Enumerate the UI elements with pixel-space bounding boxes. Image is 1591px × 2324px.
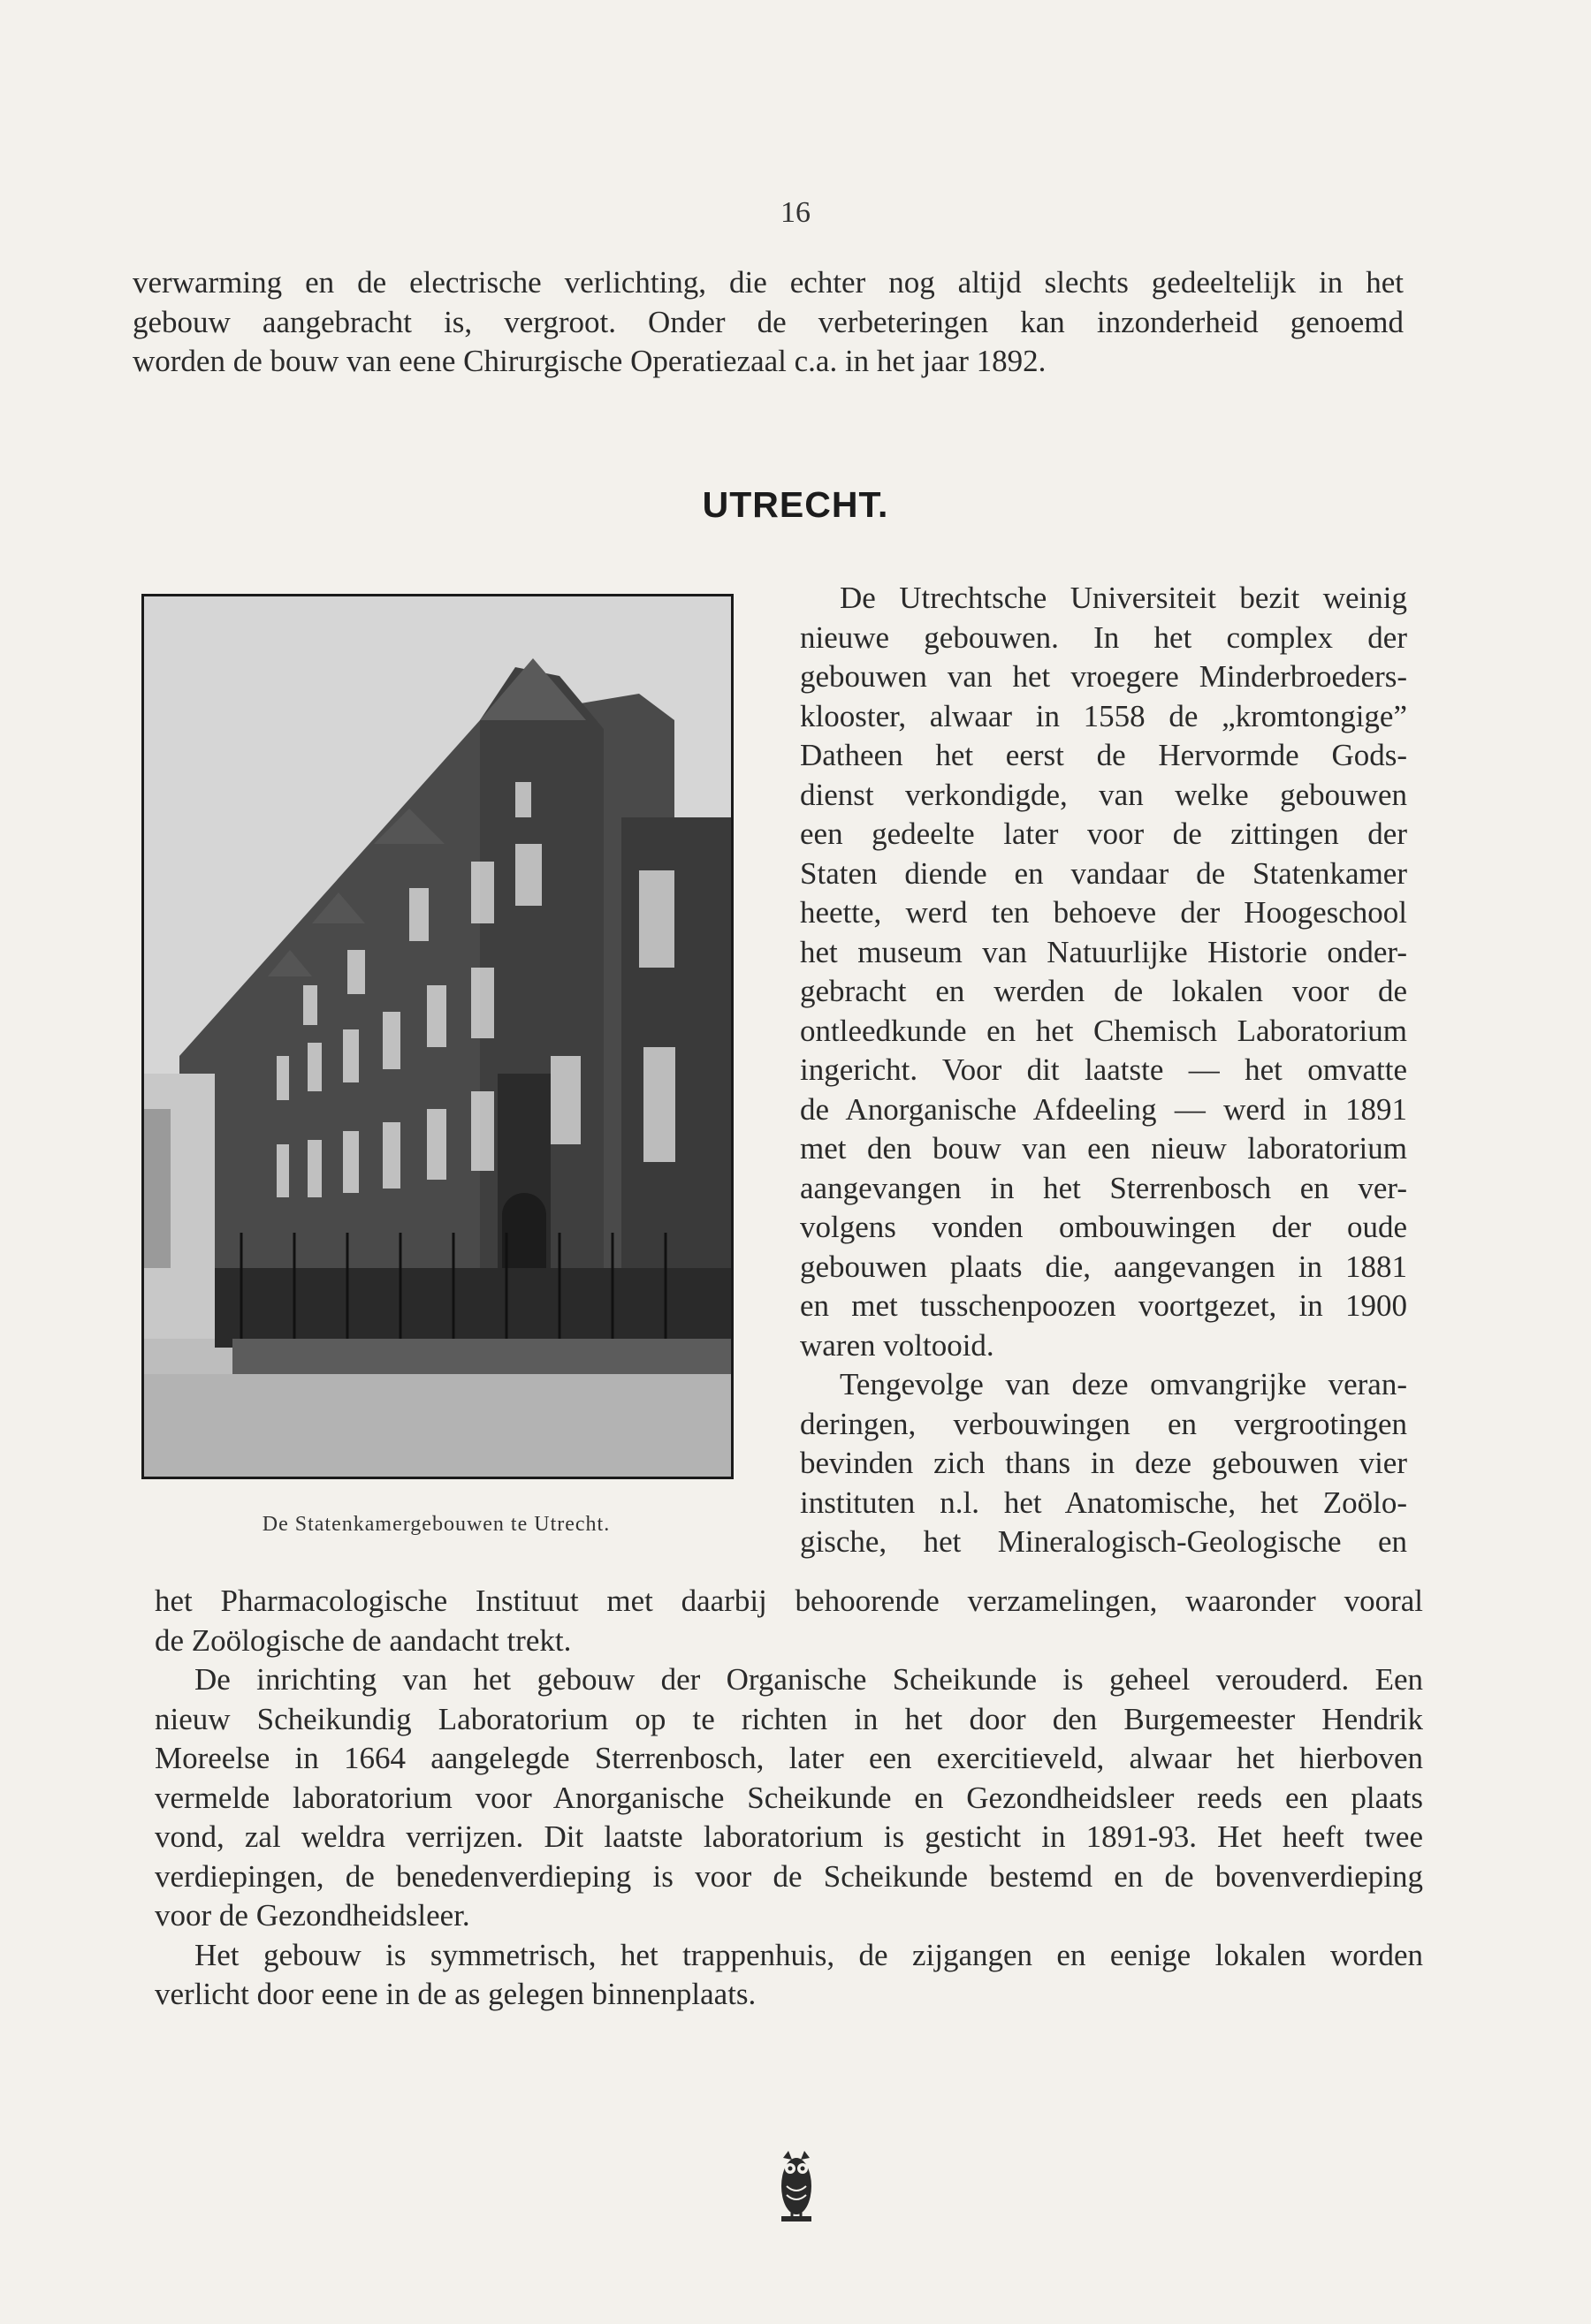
- text-line: nieuwe gebouwen. In het complex der: [800, 619, 1407, 655]
- text-line: instituten n.l. het Anatomische, het Zoölo-: [800, 1485, 1407, 1520]
- text-line: en met tusschenpoozen voortgezet, in 1900: [800, 1288, 1407, 1323]
- text-line: heette, werd ten behoeve der Hoogeschool: [800, 895, 1407, 930]
- text-line: dienst verkondigde, van welke gebouwen: [800, 777, 1407, 812]
- text-line: het museum van Natuurlijke Historie onder-: [800, 934, 1407, 969]
- text-line: gebouwen plaats die, aangevangen in 1881: [800, 1249, 1407, 1284]
- text-line: vermelde laboratorium voor Anorganische Scheikunde en Gezondheidsleer reeds een plaats: [155, 1780, 1423, 1815]
- intro-paragraph: [133, 263, 1404, 382]
- text-line: aangevangen in het Sterrenbosch en ver-: [800, 1170, 1407, 1205]
- page-number: 16: [780, 196, 811, 229]
- text-line: gebracht en werden de lokalen voor de: [800, 974, 1407, 1008]
- text-line: worden de bouw van eene Chirurgische Operatiezaal c.a. in het jaar 1892.: [133, 344, 1047, 378]
- photo-illustration: [144, 596, 731, 1477]
- text-line: ontleedkunde en het Chemisch Laboratorium: [800, 1013, 1407, 1048]
- photo-caption: De Statenkamergebouwen te Utrecht.: [262, 1513, 611, 1536]
- text-line: gebouw aangebracht is, vergroot. Onder de verbeteringen kan inzonderheid genoemd: [133, 304, 1404, 339]
- text-line: met den bouw van een nieuw laboratorium: [800, 1131, 1407, 1166]
- text-line: verdiepingen, de benedenverdieping is voor de Scheikunde bestemd en de bovenverdieping: [155, 1858, 1423, 1894]
- text-line: Het gebouw is symmetrisch, het trappenhuis, de zijgangen en eenige lokalen worden: [194, 1937, 1423, 1972]
- owl-icon: [774, 2142, 818, 2230]
- text-line: verwarming en de electrische verlichting, die echter nog altijd slechts gedeeltelijk in het: [133, 265, 1404, 300]
- text-line: klooster, alwaar in 1558 de „kromtongige”: [800, 698, 1407, 733]
- text-line: de Anorganische Afdeeling — werd in 1891: [800, 1091, 1407, 1127]
- text-line: voor de Gezondheidsleer.: [155, 1898, 470, 1933]
- text-line: De inrichting van het gebouw der Organische Scheikunde is geheel verouderd. Een: [194, 1662, 1423, 1697]
- text-line: vond, zal weldra verrijzen. Dit laatste laboratorium is gesticht in 1891-93. Het heeft twee: [155, 1819, 1423, 1854]
- text-line: nieuw Scheikundig Laboratorium op te richten in het door den Burgemeester Hendrik: [155, 1701, 1423, 1736]
- text-line: gische, het Mineralogisch-Geologische en: [800, 1524, 1407, 1559]
- right-column-text: [800, 579, 1407, 1562]
- text-line: Staten diende en vandaar de Statenkamer: [800, 855, 1407, 891]
- text-line: ingericht. Voor dit laatste — het omvatte: [800, 1052, 1407, 1087]
- section-heading: UTRECHT.: [702, 484, 889, 525]
- building-photo: [141, 594, 734, 1479]
- text-line: Moreelse in 1664 aangelegde Sterrenbosch, later een exercitieveld, alwaar het hierboven: [155, 1741, 1423, 1775]
- text-line: Tengevolge van deze omvangrijke veran-: [840, 1367, 1407, 1401]
- text-line: Datheen het eerst de Hervormde Gods-: [800, 738, 1407, 772]
- text-line: verlicht door eene in de as gelegen binnenplaats.: [155, 1977, 757, 2011]
- text-line: gebouwen van het vroegere Minderbroeders-: [800, 659, 1407, 694]
- text-line: bevinden zich thans in deze gebouwen vier: [800, 1446, 1407, 1480]
- text-line: De Utrechtsche Universiteit bezit weinig: [840, 581, 1407, 615]
- text-line: de Zoölogische de aandacht trekt.: [155, 1622, 572, 1658]
- text-line: een gedeelte later voor de zittingen der: [800, 816, 1407, 851]
- bottom-text: [155, 1582, 1423, 2015]
- text-line: waren voltooid.: [800, 1327, 994, 1363]
- text-line: het Pharmacologische Instituut met daarbij behoorende verzamelingen, waaronder vooral: [155, 1584, 1423, 1618]
- text-line: volgens vonden ombouwingen der oude: [800, 1210, 1407, 1244]
- text-line: deringen, verbouwingen en vergrootingen: [800, 1406, 1407, 1441]
